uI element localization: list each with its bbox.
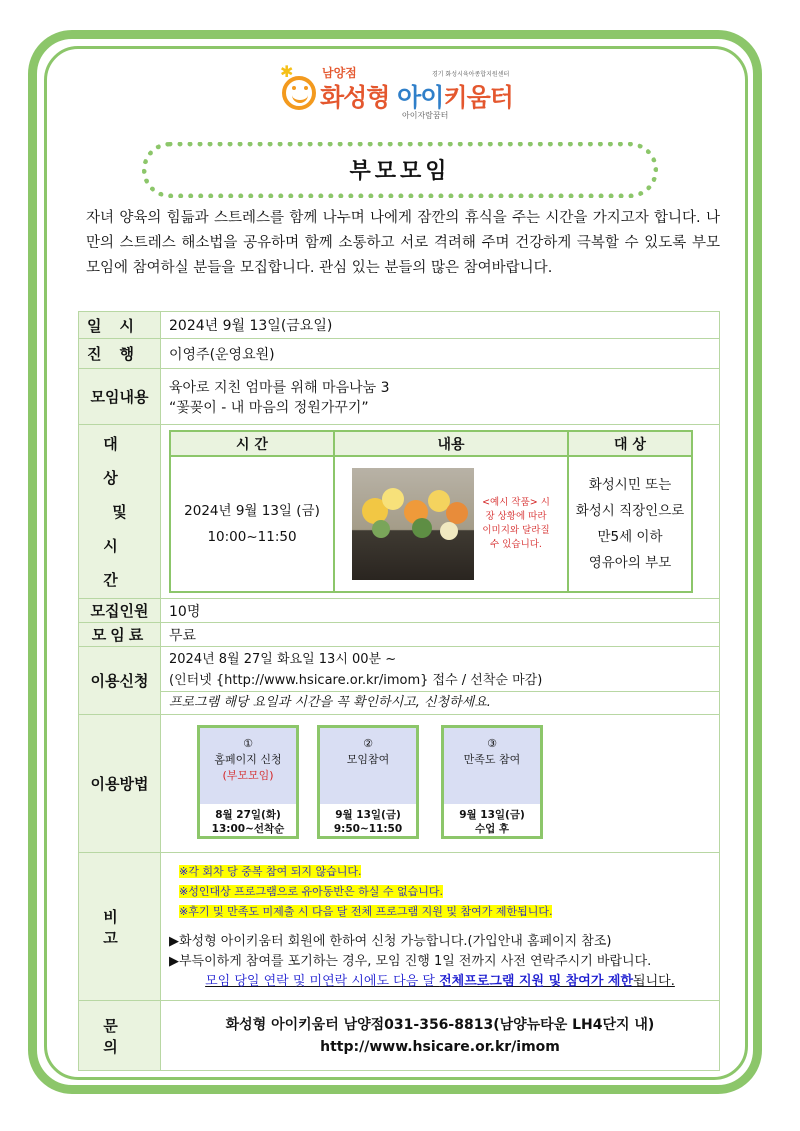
logo-branch: 남양점 xyxy=(322,66,357,80)
value-capacity: 10명 xyxy=(161,599,720,623)
label-host: 진행 xyxy=(79,339,161,369)
value-fee: 무료 xyxy=(161,623,720,647)
logo-name: 화성형 아이키움터 xyxy=(320,83,513,112)
logo xyxy=(282,64,522,126)
row-fee xyxy=(79,623,720,647)
label-content: 모임내용 xyxy=(79,369,161,425)
label-target: 대 상 및 시 간 xyxy=(79,425,161,599)
step-3: ③ 만족도 참여 9월 13일(금) 수업 후 xyxy=(441,725,543,839)
steps xyxy=(169,720,711,848)
row-date xyxy=(79,312,720,339)
value-date: 2024년 9월 13일(금요일) xyxy=(161,312,720,339)
value-host: 이영주(운영요원) xyxy=(161,339,720,369)
row-content xyxy=(79,369,720,425)
cell-time: 2024년 9월 13일 (금) 10:00~11:50 xyxy=(170,456,334,592)
cell-content xyxy=(334,456,568,592)
info-table xyxy=(78,311,720,1071)
label-contact: 문 의 xyxy=(79,1001,161,1071)
row-host xyxy=(79,339,720,369)
row-contact xyxy=(79,1001,720,1071)
value-contact xyxy=(161,1001,720,1071)
row-apply xyxy=(79,647,720,715)
value-method xyxy=(161,715,720,853)
page-title: 부모모임 xyxy=(349,159,451,184)
value-content xyxy=(161,369,720,425)
label-fee: 모임료 xyxy=(79,623,161,647)
intro-paragraph: 자녀 양육의 힘듦과 스트레스를 함께 나누며 나에게 잠깐의 휴식을 주는 시간을 가지고자 합니다. 나만의 스트레스 해소법을 공유하며 함께 소통하고 서로 격려해 주며 건강하게 극복할 수 있도록 부모모임에 참여하실 분들을 모집합니다. 관심 있는 분들의 많은 참여바랍니다. xyxy=(86,210,720,276)
logo-sub: 아이자람꿈터 xyxy=(402,111,449,120)
row-capacity xyxy=(79,599,720,623)
label-capacity: 모집인원 xyxy=(79,599,161,623)
content-line-1: 육아로 지친 엄마를 위해 마음나눔 3 xyxy=(169,379,390,396)
row-method xyxy=(79,715,720,853)
flower-arrangement-photo xyxy=(352,468,474,580)
header-time: 시 간 xyxy=(170,431,334,456)
smile-face-icon xyxy=(282,76,316,110)
apply-link-text: (인터넷 {http://www.hsicare.or.kr/imom} 접수 / 선착순 마감) xyxy=(169,672,543,688)
example-note: <예시 작품> 시장 상황에 따라 이미지와 달라질 수 있습니다. xyxy=(482,497,550,550)
content-line-2: “꽃꽂이 - 내 마음의 정원가꾸기” xyxy=(169,399,369,416)
remarks-highlighted: ※각 회차 당 중복 참여 되지 않습니다. ※성인대상 프로그램으로 유아동반은 하실 수 없습니다. ※후기 및 만족도 미제출 시 다음 달 전체 프로그램 지원 및 참여가 제한됩니다. xyxy=(179,864,553,918)
label-apply: 이용신청 xyxy=(79,647,161,715)
cell-target: 화성시민 또는 화성시 직장인으로 만5세 이하 영유아의 부모 xyxy=(568,456,692,592)
step-1: ① 홈페이지 신청 (부모모임) 8월 27일(화) 13:00~선착순 xyxy=(197,725,299,839)
step-2: ② 모임참여 9월 13일(금) 9:50~11:50 xyxy=(317,725,419,839)
label-method: 이용방법 xyxy=(79,715,161,853)
header-content: 내용 xyxy=(334,431,568,456)
sparkle-icon: ✱ xyxy=(280,62,294,81)
label-remarks: 비 고 xyxy=(79,853,161,1001)
schedule-table xyxy=(169,430,693,593)
row-target xyxy=(79,425,720,599)
value-target xyxy=(161,425,720,599)
value-apply: 2024년 8월 27일 화요일 13시 00분 ~ (인터넷 {http://www.hsicare.or.kr/imom} 접수 / 선착순 마감) 프로그램 해당 요일과 시간을 꼭 확인하시고, 신청하세요. xyxy=(161,647,720,715)
remarks-notices: ▶화성형 아이키움터 회원에 한하여 신청 가능합니다.(가입안내 홈페이지 참조) ▶부득이하게 참여를 포기하는 경우, 모임 진행 1일 전까지 사전 연락주시기 바랍니다. 모임 당일 연락 및 미연락 시에도 다음 달 전체프로그램 지원 및 참여가 제한됩니다. xyxy=(169,933,675,989)
contact-url: http://www.hsicare.or.kr/imom xyxy=(320,1038,560,1055)
contact-info: 화성형 아이키움터 남양점031-356-8813(남양뉴타운 LH4단지 내) xyxy=(225,1016,655,1033)
row-remarks xyxy=(79,853,720,1001)
value-remarks xyxy=(161,853,720,1001)
logo-org: 경기 화성시육아종합지원센터 xyxy=(432,71,510,78)
header-target: 대 상 xyxy=(568,431,692,456)
label-date: 일시 xyxy=(79,312,161,339)
